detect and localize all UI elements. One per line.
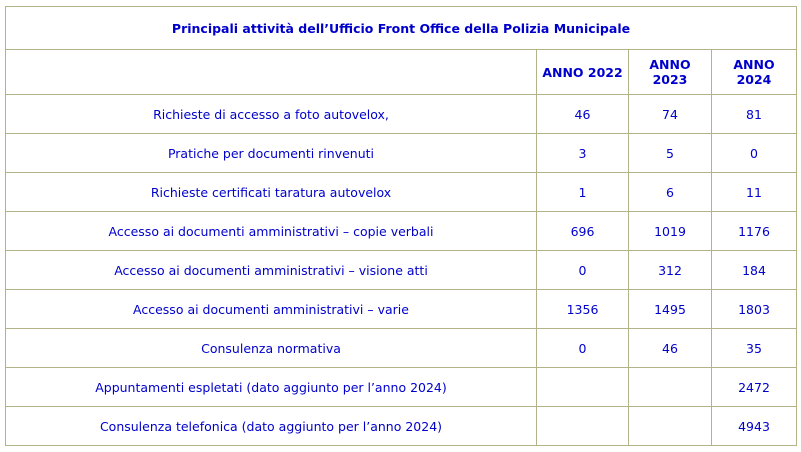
cell-2022: 1356 <box>537 290 629 329</box>
cell-2023 <box>629 368 712 407</box>
cell-2024: 81 <box>712 95 797 134</box>
header-activity <box>6 50 537 95</box>
cell-2024: 35 <box>712 329 797 368</box>
activity-table <box>5 6 797 446</box>
cell-2024: 4943 <box>712 407 797 446</box>
cell-2022 <box>537 368 629 407</box>
cell-2024: 1803 <box>712 290 797 329</box>
cell-2023: 1495 <box>629 290 712 329</box>
cell-2024: 0 <box>712 134 797 173</box>
row-label: Richieste di accesso a foto autovelox, <box>6 95 537 134</box>
cell-2023: 46 <box>629 329 712 368</box>
row-label: Accesso ai documenti amministrativi – varie <box>6 290 537 329</box>
table-row <box>6 368 797 407</box>
row-label: Consulenza normativa <box>6 329 537 368</box>
cell-2023: 1019 <box>629 212 712 251</box>
table-row <box>6 173 797 212</box>
cell-2022: 3 <box>537 134 629 173</box>
cell-2024: 2472 <box>712 368 797 407</box>
cell-2023: 6 <box>629 173 712 212</box>
cell-2023: 5 <box>629 134 712 173</box>
table-title: Principali attività dell’Ufficio Front Office della Polizia Municipale <box>6 7 797 50</box>
cell-2022: 46 <box>537 95 629 134</box>
row-label: Pratiche per documenti rinvenuti <box>6 134 537 173</box>
table-row <box>6 95 797 134</box>
cell-2024: 1176 <box>712 212 797 251</box>
cell-2023: 312 <box>629 251 712 290</box>
cell-2023: 74 <box>629 95 712 134</box>
table-row <box>6 407 797 446</box>
table-row <box>6 290 797 329</box>
header-2024: ANNO 2024 <box>712 50 797 95</box>
table-row <box>6 251 797 290</box>
cell-2022: 1 <box>537 173 629 212</box>
row-label: Consulenza telefonica (dato aggiunto per l’anno 2024) <box>6 407 537 446</box>
row-label: Richieste certificati taratura autovelox <box>6 173 537 212</box>
title-row <box>6 7 797 50</box>
row-label: Accesso ai documenti amministrativi – copie verbali <box>6 212 537 251</box>
cell-2022: 0 <box>537 251 629 290</box>
cell-2023 <box>629 407 712 446</box>
header-row <box>6 50 797 95</box>
row-label: Accesso ai documenti amministrativi – visione atti <box>6 251 537 290</box>
cell-2022 <box>537 407 629 446</box>
header-2023: ANNO 2023 <box>629 50 712 95</box>
cell-2022: 696 <box>537 212 629 251</box>
cell-2024: 184 <box>712 251 797 290</box>
cell-2024: 11 <box>712 173 797 212</box>
table-row <box>6 212 797 251</box>
row-label: Appuntamenti espletati (dato aggiunto per l’anno 2024) <box>6 368 537 407</box>
header-2022: ANNO 2022 <box>537 50 629 95</box>
table-row <box>6 329 797 368</box>
table-row <box>6 134 797 173</box>
cell-2022: 0 <box>537 329 629 368</box>
